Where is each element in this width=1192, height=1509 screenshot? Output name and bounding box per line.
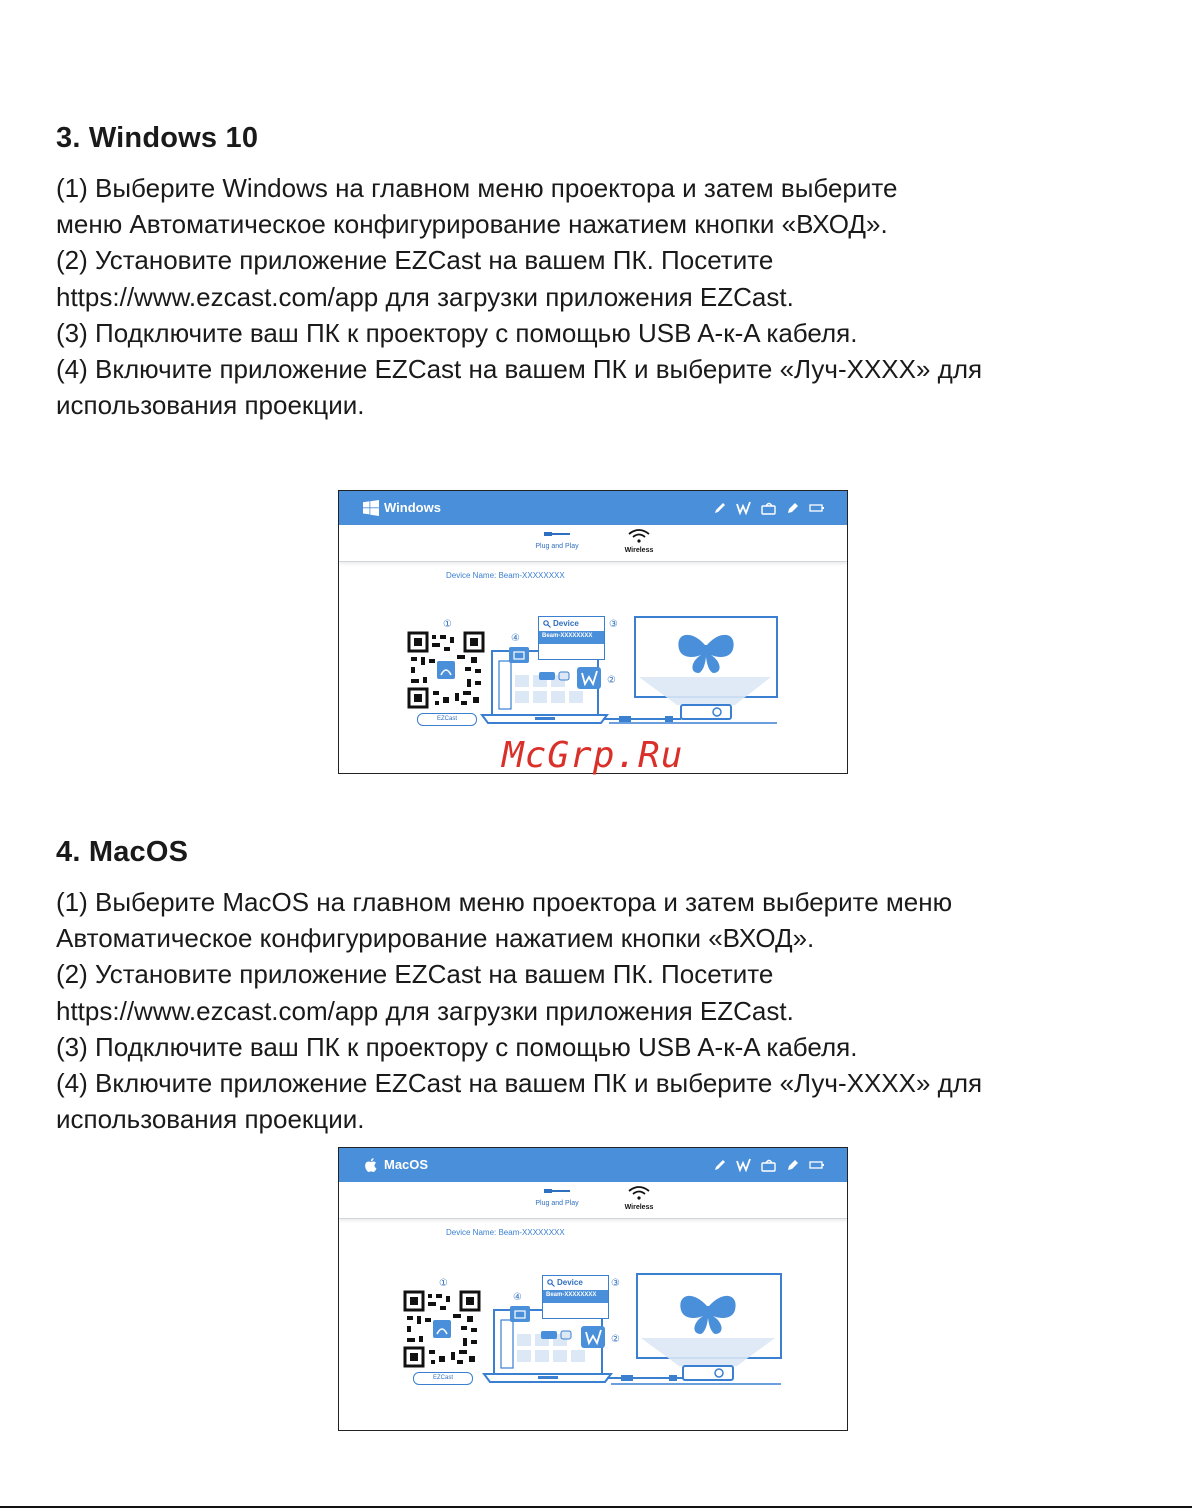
pen-icon (713, 1158, 727, 1172)
tab-label: Plug and Play (535, 543, 579, 550)
wifi-icon (627, 529, 651, 543)
battery-icon (809, 501, 825, 515)
instruction-line: (3) Подключите ваш ПК к проектору с помощью USB A-к-A кабеля. (56, 1031, 858, 1062)
instruction-line: (4) Включите приложение EZCast на вашем ПК и выберите «Луч-XXXX» для (56, 1068, 983, 1099)
instruction-line: https://www.ezcast.com/app для загрузки приложения EZCast. (56, 995, 794, 1026)
projection-screen (609, 617, 777, 723)
windows-logo-icon (363, 500, 379, 516)
instruction-line: (1) Выберите MacOS на главном меню проектора и затем выберите меню (56, 887, 953, 917)
os-name-label: MacOS (384, 1157, 429, 1172)
step-4-marker: ④ (511, 633, 520, 644)
edit-icon (786, 501, 800, 515)
toolbar-icons (713, 1158, 825, 1172)
usb-cable-icon (542, 529, 572, 539)
figure-titlebar (339, 1148, 847, 1182)
tab-plug-and-play[interactable] (522, 1186, 592, 1207)
edit-icon (786, 1158, 800, 1172)
step-4-marker: ④ (513, 1292, 522, 1303)
ezcast-download-button[interactable]: EZCast (413, 1372, 473, 1385)
instruction-line: использования проекции. (56, 390, 365, 421)
watermark: McGrp.Ru (502, 735, 684, 776)
step-1-marker: ① (443, 619, 452, 630)
tab-wireless[interactable] (604, 529, 674, 554)
step-2-marker: ② (607, 675, 616, 686)
projector (681, 705, 731, 719)
search-icon (547, 1279, 555, 1287)
figure-tabbar (339, 1182, 847, 1219)
section-title-macos: 4. MacOS (56, 836, 189, 868)
projector (683, 1366, 733, 1380)
device-box-title: Device (553, 619, 579, 628)
pen-icon (713, 501, 727, 515)
instruction-line: использования проекции. (56, 1104, 365, 1135)
step-2-marker: ② (611, 1334, 620, 1345)
instruction-line: (2) Установите приложение EZCast на вашем ПК. Посетите (56, 959, 774, 990)
instructions-macos (56, 884, 1146, 1137)
tab-label: Wireless (624, 1204, 654, 1211)
ezcast-download-button[interactable]: EZCast (417, 713, 477, 726)
qr-code (405, 1292, 479, 1366)
instruction-line: https://www.ezcast.com/app для загрузки приложения EZCast. (56, 281, 794, 312)
ezcast-w-icon (736, 1158, 752, 1172)
page-bottom-rule (0, 1506, 1192, 1508)
usb-cable-icon (542, 1186, 572, 1196)
cast-icon (761, 1158, 777, 1172)
instruction-line: (4) Включите приложение EZCast на вашем ПК и выберите «Луч-XXXX» для (56, 354, 983, 385)
projection-screen (611, 1274, 781, 1384)
instruction-line: (2) Установите приложение EZCast на вашем ПК. Посетите (56, 245, 774, 276)
device-box-title: Device (557, 1278, 583, 1287)
step-1-marker: ① (439, 1278, 448, 1289)
windows-app-figure (338, 490, 848, 774)
device-list-popup (538, 616, 605, 660)
device-list-item[interactable]: Beam-XXXXXXXX (539, 631, 604, 644)
step-3-marker: ③ (611, 1278, 620, 1289)
instructions-windows (56, 170, 1146, 423)
apple-logo-icon (363, 1157, 379, 1173)
tab-plug-and-play[interactable] (522, 529, 592, 550)
figure-titlebar (339, 491, 847, 525)
wifi-icon (627, 1186, 651, 1200)
cast-icon (761, 501, 777, 515)
step-3-marker: ③ (609, 619, 618, 630)
instruction-line: меню Автоматическое конфигурирование нажатием кнопки «ВХОД». (56, 209, 888, 240)
figure-tabbar (339, 525, 847, 562)
tab-label: Wireless (624, 547, 654, 554)
toolbar-icons (713, 501, 825, 515)
device-name-label: Device Name: Beam-XXXXXXXX (446, 571, 565, 580)
device-name-label: Device Name: Beam-XXXXXXXX (446, 1228, 565, 1237)
battery-icon (809, 1158, 825, 1172)
ezcast-w-icon (736, 501, 752, 515)
macos-app-figure (338, 1147, 848, 1431)
tab-wireless[interactable] (604, 1186, 674, 1211)
tab-label: Plug and Play (535, 1200, 579, 1207)
instruction-line: (3) Подключите ваш ПК к проектору с помощью USB A-к-A кабеля. (56, 317, 858, 348)
device-list-popup (542, 1275, 609, 1319)
qr-code (409, 633, 483, 707)
instruction-line: (1) Выберите Windows на главном меню проектора и затем выберите (56, 173, 898, 203)
search-icon (543, 620, 551, 628)
instruction-line: Автоматическое конфигурирование нажатием кнопки «ВХОД». (56, 923, 815, 954)
device-list-item[interactable]: Beam-XXXXXXXX (543, 1290, 608, 1303)
os-name-label: Windows (384, 500, 441, 515)
section-title-windows: 3. Windows 10 (56, 122, 259, 154)
